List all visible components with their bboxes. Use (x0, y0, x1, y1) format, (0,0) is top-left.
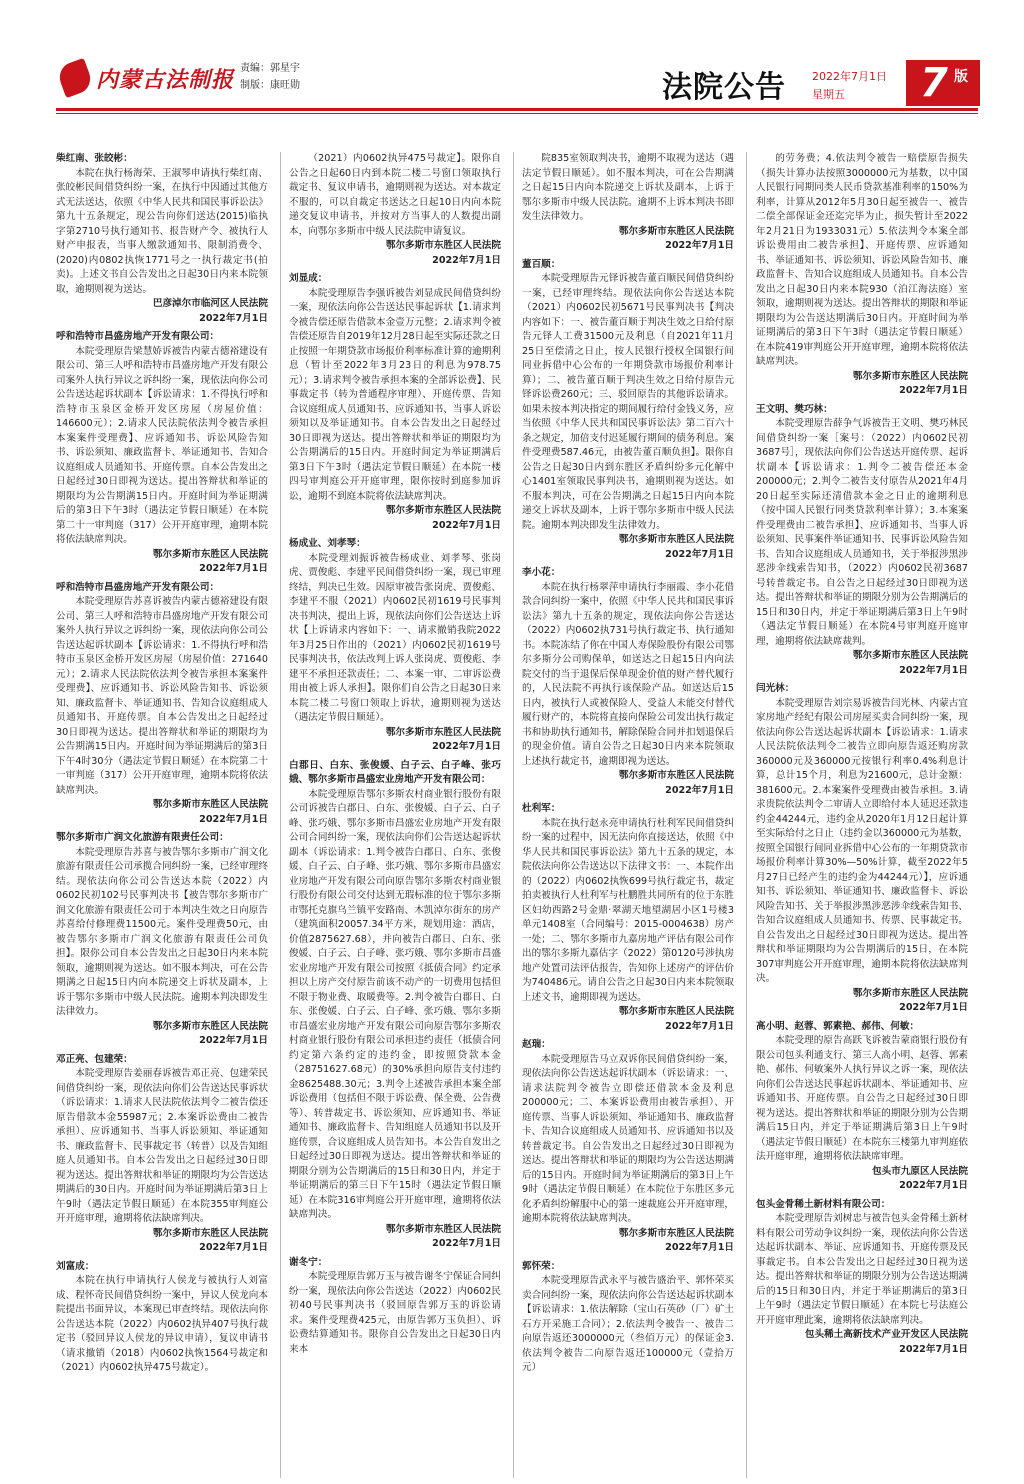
notice-court: 鄂尔多斯市东胜区人民法院 (618, 534, 734, 545)
notice-addressee: 李小花： (522, 567, 561, 578)
notice-date: 2022年7月1日 (899, 385, 968, 396)
notice-date: 2022年7月1日 (665, 240, 734, 251)
court-notice (56, 152, 268, 326)
notice-addressee: 刘富成： (56, 1260, 95, 1272)
weekday-text: 星期五 (812, 88, 845, 101)
court-notice (522, 1260, 734, 1376)
notice-body: 本院受理原告刘树忠与被告包头金骨稀土新材料有限公司劳动争议纠纷一案，现依法向你公告送达起诉状副本、举证、应诉通知书、开庭传票及民事裁定书。自本公告发出之日起经过30日视为送达。提出答辩状和举证的期限分别为公告送达期满后的15日和30日内，并定于举证期满后的第3日上午9时（遇法定节假日顺延）在本院七号法庭公开开庭审理此案，逾期将依法缺席判决。 (756, 1213, 968, 1326)
notice-addressee: 杜利军： (522, 803, 561, 814)
notice-court: 包头市九原区人民法院 (872, 1165, 968, 1177)
notice-body: 本院受理原告姜丽春诉被告邓正亮、包建荣民间借贷纠纷一案，现依法向你们公告送达民事诉状（诉讼请求：1.请求人民法院依法判令二被告偿还原告借款本金55987元；2.本案诉讼费由二被告承担）、应诉通知书、当事人诉讼须知、举证通知书、廉政监督卡、民事裁定书（转普）以及告知组庭人员通知书。自本公告发出之日起经过30日即视为送达。提出答辩状和举证的期限均为公告送达期满后的30日内。开庭时间为举证期满后第3日上午9时（遇法定节假日顺延）在本院355审判庭公开开庭审理，逾期将依法缺席判决。 (56, 1068, 268, 1224)
notice-date: 2022年7月1日 (199, 312, 268, 324)
notice-body: 本院在执行赵永亮申请执行杜利军民间借贷纠纷一案的过程中，因无法向你直接送达，依照《中华人民共和国民事诉讼法》第九十五条的规定，本院依法向你公告送达以下法律文书：一、本院作出的（2022）内0602执恢699号执行裁定书，裁定拍卖被执行人杜利军与杜鹏胜共同所有的位于东胜区妇幼西路2号金鼎·翠湖天地望湖居小区1号楼3单元1408室（合同编号：2015-0004638）房产一处；二、鄂尔多斯市九嘉房地产评估有限公司作出的鄂尔多斯九嘉估字（2022）第0120号涉执房地产处置司法评估报告，告知你上述房产的评估价为740486元。请自公告之日起30日内来本院领取上述文书，逾期即视为送达。 (522, 817, 734, 1003)
notice-addressee: 呼和浩特市昌盛房地产开发有限公司： (56, 581, 220, 593)
notice-court: 鄂尔多斯市东胜区人民法院 (618, 225, 734, 237)
notice-addressee: 董百顺： (522, 258, 561, 270)
newspaper-logo (60, 58, 234, 98)
notice-body: 本院受理原告元铎诉被告董百顺民间借贷纠纷一案，已经审理终结。现依法向你公告送达本院（2021）内0602民初5671号民事判决书【判决内容如下：一、被告董百顺于判决生效之日给付原告元铎人工费31500元及利息（自2021年11月25日至偿清之日止，按人民银行授权全国银行间同业拆借中心公布的一年期贷款市场报价利率计算）；二、被告董百顺于判决生效之日给付原告元铎诉讼费260元；三、驳回原告的其他诉讼请求。如果未按本判决指定的期间履行给付金钱义务，应当依照《中华人民共和国民事诉讼法》第二百六十条之规定，加倍支付迟延履行期间的债务利息。案件受理费587.46元，由被告董百顺负担】。限你自公告之日起30日内到东胜区矛盾纠纷多元化解中心1401室领取民事判决书，逾期则视为送达。如不服本判决，可在公告期满之日起15日内向本院递交上诉状及副本，上诉于鄂尔多斯市中级人民法院。逾期本判决即发生法律效力。 (522, 273, 734, 531)
court-notice (522, 258, 734, 563)
court-notice (756, 152, 968, 399)
court-notice (289, 152, 501, 268)
notice-addressee: 闫光林： (756, 683, 795, 694)
notice-court: 鄂尔多斯市东胜区人民法院 (852, 987, 968, 999)
column-4 (756, 152, 968, 1480)
notice-body: 本院受理刘振诉被告杨成业、刘孝琴、张岗虎、贾俊彪、李建平民间借贷纠纷一案，现已审理终结，判决已生效。因原审被告张岗虎、贾俊彪、李建平不服（2021）内0602民初1619号民事判决书判决，提出上诉，现依法向你们公告送达上诉状【上诉请求内容如下：一、请求撤销我院2022年3月25日作出的（2021）内0602民初1619号民事判决书，依法改判上诉人张岗虎、贾俊彪、李建平不承担还款责任；二、本案一审、二审诉讼费用由被上诉人承担】。限你们自公告之日起30日来本院二楼二号窗口领取上诉状，逾期则视为送达（遇法定节假日顺延）。 (289, 552, 501, 723)
notice-court: 鄂尔多斯市东胜区人民法院 (618, 1006, 734, 1017)
notice-body: 本院受理原告武永平与被告盛治平、郭怀荣买卖合同纠纷一案，现依法向你公告送达起诉状副本【诉讼请求：1.依法解除（宝山石英砂（厂）矿土石方开采施工合同）；2.依法判令被告一、被告二向原告返还3000000元（叁佰万元）的保证金3.依法判令被告二向原告返还100000元（壹拾万元） (522, 1275, 734, 1373)
court-notice (56, 1260, 268, 1376)
notice-court: 鄂尔多斯市东胜区人民法院 (152, 548, 268, 560)
page-number: 7 (920, 60, 948, 106)
notice-addressee: 赵瑞： (522, 1039, 551, 1050)
notice-court: 鄂尔多斯市东胜区人民法院 (618, 770, 734, 781)
notice-addressee: 王文明、樊巧林： (756, 403, 833, 415)
issue-date (812, 68, 887, 104)
court-notice (289, 1256, 501, 1358)
notice-court: 鄂尔多斯市东胜区人民法院 (385, 726, 501, 738)
notice-date: 2022年7月1日 (199, 1242, 268, 1253)
notice-court: 鄂尔多斯市东胜区人民法院 (852, 650, 968, 661)
section-title: 法院公告 (662, 70, 786, 105)
notice-addressee: 柴红南、张皎彬： (56, 153, 133, 164)
notice-body: 的劳务费；4.依法判令被告一赔偿原告损失（损失计算办法按照3000000元为基数，以中国人民银行同期同类人民币贷款基准利率的150%为利率，计算从2012年5月30日起至被告一、被告二偿全部保证金还迄完毕为止，损失暂计至2022年2月21日为1933031元）5.依法判令本案全部诉讼费用由二被告承担】、开庭传票、应诉通知书、举证通知书、诉讼须知、诉讼风险告知书、廉政监督卡、告知合议庭组成人员通知书。自本公告发出之日起30日内来本院930（泊江海法庭）室领取，逾期则视为送达。提出答辩状的期限和举证期限均为公告送达期满后30日内。开庭时间为举证期满后的第3日下午3时（遇法定节假日顺延）在本院419审判庭公开开庭审理，逾期本院将依法缺席判决。 (756, 153, 968, 367)
notice-body: 本院在执行申请执行人侯龙与被执行人刘富成、程怀奇民间借贷纠纷一案中，异议人侯龙向本院提出书面异议，本案现已审查终结。现依法向你公告送达本院（2022）内0602执异407号执行裁定书（驳回异议人侯龙的异议申请），复议申请书（请求撤销（2018）内0602执恢1564号裁定和（2021）内0602执异475号裁定）。 (56, 1275, 268, 1373)
notice-date: 2022年7月1日 (432, 1238, 501, 1249)
notice-body: （2021）内0602执异475号裁定】。限你自公告之日起60日内到本院二楼二号窗口领取执行裁定书、复议申请书，逾期则视为送达。对本裁定不服的，可以自裁定书送达之日起10日内向本院递交复议申请书，并按对方当事人的人数提出副本，向鄂尔多斯市中级人民法院申请复议。 (289, 153, 501, 237)
notice-date: 2022年7月1日 (665, 784, 734, 796)
notice-body: 本院受理原告李强诉被告刘显成民间借贷纠纷一案，现依法向你公告送达民事起诉状【1.请求判令被告偿还原告借款本金壹万元整；2.请求判令被告偿还原告自2019年12月28日起至实际还款之日止按照一年期贷款市场报价利率标准计算的逾期利息（暂计至2022年3月23日的利息为978.75元）；3.请求判令被告承担本案的全部诉讼费】、民事裁定书（转为普通程序审理）、开庭传票、告知合议庭组成人员通知书、应诉通知书、当事人诉讼须知以及举证通知书。自本公告发出之日起经过30日即视为送达。提出答辩状和举证的期限均为公告期满后的15日内。开庭时间定为举证期满后第3日下午3时（遇法定节假日顺延）在本院一楼四号审判庭公开开庭审理，限你按时到庭参加诉讼，逾期不到庭本院将依法缺席判决。 (289, 287, 501, 502)
court-notice (756, 1198, 968, 1358)
court-notice (756, 1020, 968, 1194)
court-notice (56, 581, 268, 828)
notice-body: 本院在执行杨海荣、王淑琴申请执行柴红南、张皎彬民间借贷纠纷一案，在执行中因通过其他方式无法送达，依照《中华人民共和国民事诉讼法》第九十五条规定，现公告向你们送达(2015)临执字第2710号执行通知书、报告财产令、被执行人财产申报表，当事人缴款通知书、限制消费令、(2020)内0802执恢1771号之一执行裁定书(拍卖)。上述文书自公告发出之日起30日内来本院领取，逾期则视为送达。 (56, 167, 268, 295)
notice-court: 鄂尔多斯市东胜区人民法院 (152, 1020, 268, 1032)
notice-date: 2022年7月1日 (199, 813, 268, 825)
notice-date: 2022年7月1日 (899, 664, 968, 676)
notice-addressee: 刘显成： (289, 273, 328, 284)
court-notice (522, 152, 734, 254)
notice-addressee: 鄂尔多斯市广润文化旅游有限责任公司： (56, 832, 229, 843)
notice-court: 鄂尔多斯市东胜区人民法院 (385, 1223, 501, 1235)
notice-body: 本院受理的原告高跃飞诉被告蒙商银行股份有限公司包头利通支行、第三人高小明、赵蓉、郭素艳、郝伟、何敏案外人执行异议之诉一案，现依法向你们公告送达民事起诉状副本、举证通知书、应诉通知书、开庭传票。自公告之日起经过30日即视为送达。提出答辩状和举证的期限分别为公告期满后15日内，并定于举证期满后第3日上午9时（遇法定节假日顺延）在本院东三楼第九审判庭依法开庭审理，逾期将依法缺席审理。 (756, 1035, 968, 1162)
notice-court: 鄂尔多斯市东胜区人民法院 (385, 240, 501, 251)
notice-addressee: 郭怀荣： (522, 1260, 561, 1272)
notice-body: 本院在执行杨翠萍申请执行李丽霞、李小花借款合同纠纷一案中，依照《中华人民共和国民事诉讼法》第九十五条的规定，现依法向你公告送达（2022）内0602执731号执行裁定书、执行通知书。本院冻结了你在中国人寿保险股份有限公司鄂尔多斯分公司购保单，如送达之日起15日内向法院交付的当于退保后保单现金价值的财产替代履行的，人民法院不再执行该保险产品。如送达后15日内，被执行人或被保险人、受益人未能交付替代履行财产的，本院将直接向保险公司发出执行裁定书和协助执行通知书，解除保险合同并扣划退保后的现金价值。请自公告之日起30日内来本院领取上述执行裁定书，逾期即视为送达。 (522, 581, 734, 767)
notice-date: 2022年7月1日 (665, 548, 734, 560)
court-notice (56, 330, 268, 577)
notice-body: 本院受理原告刘宗易诉被告闫光林、内蒙古宜家房地产经纪有限公司房屋买卖合同纠纷一案，现依法向你公告送达起诉状副本【诉讼请求：1.请求人民法院依法判令二被告立即向原告返还购房款360000元及360000元按银行利率0.4%利息计算，总计15个月，利息为21600元，总计金额：381600元。2.本案案件受理费由被告承担。3.请求贵院依法判令二审请人立即给付本人延迟还款违约金44244元，违约金从2020年1月12日起计算至实际给付之日止（违约金以360000元为基数，按照全国银行间同业拆借中心公布的一年期贷款市场报价利率计算30%—50%计算，截至2022年5月27日已经产生的违约金为44244元）】，应诉通知书、诉讼须知、举证通知书、廉政监督卡、诉讼风险告知书、关于举报涉黑涉恶涉伞线索告知书、告知合议庭组成人员通知书、传票、民事裁定书。自公告发出之日起经过30日即视为送达。提出答辩状和举证期限均为公告期满后的15日，在本院307审判庭公开开庭审理，逾期本院将依法缺席判决。 (756, 697, 968, 984)
notice-body: 本院受理原告薛争气诉被告王文明、樊巧林民间借贷纠纷一案［案号：（2022）内0602民初3687号］，现依法向你们公告送达开庭传票、起诉状副本【诉讼请求：1.判令二被告偿还本金200000元；2.判令二被告支付原告从2021年4月20日起至实际还清借款本金之日止的逾期利息（按中国人民银行同类贷款利率计算）；3.本案案件受理费由二被告承担】、应诉通知书、当事人诉讼须知、民事案件举证通知书、民事诉讼风险告知书、告知合议庭组成人员通知书，关于举报涉黑涉恶涉伞线索告知书，（2022）内0602民初3687号转普裁定书。自公告之日起经过30日即视为送达。提出答辩状和举证的期限分别为公告期满后的15日和30日内，并定于举证期满后第3日上午9时（遇法定节假日顺延）在本院4号审判庭开庭审理，逾期将依法缺席裁判。 (756, 418, 968, 647)
notice-date: 2022年7月1日 (665, 1242, 734, 1253)
notice-body: 院835室领取判决书，逾期不取视为送达（遇法定节假日顺延）。如不服本判决，可在公告期满之日起15日内向本院递交上诉状及副本，上诉于鄂尔多斯市中级人民法院。逾期不上诉本判决书即发生法律效力。 (522, 153, 734, 222)
notice-court: 鄂尔多斯市东胜区人民法院 (152, 1227, 268, 1239)
column-divider (280, 152, 281, 1478)
page-label: 版 (954, 69, 968, 85)
court-notice (56, 831, 268, 1049)
notice-body: 本院受理原告马立双诉你民间借贷纠纷一案，现依法向你公告送达起诉状副本（诉讼请求：一、请求法院判令被告立即偿还借款本金及利息200000元；二、本案诉讼费用由被告承担）、开庭传票、当事人诉讼须知、举证通知书、廉政监督卡、告知合议庭组成人员通知书、应诉通知书以及转普裁定书。自公告发出之日起经过30日即视为送达。提出答辩状和举证的期限均为公告送达期满后的15日内。开庭时间为举证期满后的第3日上午9时（遇法定节假日顺延）在本院位于东胜区多元化矛盾纠纷解服中心的第一速裁庭公开开庭审理，逾期本院将依法缺席判决。 (522, 1053, 734, 1224)
notice-body: 本院受理原告苏喜诉被告内蒙古德裕建设有限公司、第三人呼和浩特市昌盛房地产开发有限公司案外人执行异议之诉纠纷一案，现依法向你公司公告送达起诉状副本【诉讼请求：1.不得执行呼和浩特市玉泉区金桥开发区房屋（房屋价值：271640元）；2.请求人民法院依法判令被告承担本案案件受理费】、应诉通知书、诉讼风险告知书、诉讼须知、廉政监督卡、举证通知书、告知合议庭组成人员通知书、开庭传票。自本公告发出之日起经过30日即视为送达。提出答辩状和举证的期限均为公告期满15日内。开庭时间为举证期满后的第3日下午4时30分（遇法定节假日顺延）在本院第二十一审判庭（317）公开开庭审理，逾期本院将依法缺席判决。 (56, 596, 268, 796)
producer-credit: 制版：康旺勋 (240, 80, 300, 91)
court-notice (289, 272, 501, 533)
page-header (0, 0, 1024, 148)
court-notice (756, 682, 968, 1016)
page-number-badge (906, 60, 980, 106)
notice-addressee: 邓正亮、包建荣： (56, 1053, 133, 1065)
notice-addressee: 杨成业、刘孝琴： (289, 538, 366, 549)
notice-addressee: 包头金骨稀土新材料有限公司： (756, 1198, 891, 1210)
notice-body: 本院受理原告苏喜与被告鄂尔多斯市广润文化旅游有限责任公司承揽合同纠纷一案，已经审理终结。现依法向你公司公告送达本院（2022）内0602民初102号民事判决书【被告鄂尔多斯市广润文化旅游有限责任公司于本判决生效之日向原告苏喜给付修理费11500元。案件受理费50元，由被告鄂尔多斯市广润文化旅游有限责任公司负担】。限你公司自本公告发出之日起30日内来本院领取，逾期则视为送达。如不服本判决，可在公告期满之日起15日内向本院递交上诉状及副本，上诉于鄂尔多斯市中级人民法院。逾期本判决即发生法律效力。 (56, 846, 268, 1017)
court-notice (756, 403, 968, 679)
notice-date: 2022年7月1日 (432, 254, 501, 266)
notice-date: 2022年7月1日 (899, 1343, 968, 1355)
notice-date: 2022年7月1日 (432, 519, 501, 531)
column-divider (746, 152, 747, 1478)
date-text: 2022年7月1日 (812, 70, 887, 83)
court-notice (289, 537, 501, 755)
notice-date: 2022年7月1日 (199, 1035, 268, 1046)
notice-body: 本院受理原告梁慧娇诉被告内蒙古德裕建设有限公司、第三人呼和浩特市昌盛房地产开发有限公司案外人执行异议之诉纠纷一案，现依法向你公司公告送达起诉状副本【诉讼请求：1.不得执行呼和浩特市玉泉区金桥开发区房屋（房屋价值：146600元）；2.请求人民法院依法判令被告承担本案案件受理费】、应诉通知书、诉讼风险告知书、诉讼须知、廉政监督卡、举证通知书、告知合议庭组成人员通知书、开庭传票。自本公告发出之日起经过30日即视为送达。提出答辩状和举证的期限均为公告期满15日内。开庭时间为举证期满后的第3日下午3时（遇法定节假日顺延）在本院第二十一审判庭（317）公开开庭审理，逾期本院将依法缺席判决。 (56, 345, 268, 545)
notice-addressee: 谢冬宁： (289, 1256, 328, 1268)
column-1 (56, 152, 268, 1480)
notice-date: 2022年7月1日 (899, 1002, 968, 1013)
logo-text: 内蒙古法制报 (96, 66, 235, 93)
court-notice (522, 802, 734, 1034)
court-notice (522, 1038, 734, 1256)
court-notice (289, 759, 501, 1252)
notice-court: 包头稀土高新技术产业开发区人民法院 (804, 1329, 968, 1340)
notice-date: 2022年7月1日 (899, 1180, 968, 1191)
credits (240, 60, 300, 94)
editor-credit: 责编：郭星宇 (240, 63, 300, 74)
notice-court: 鄂尔多斯市东胜区人民法院 (852, 370, 968, 382)
header-rule-thin (56, 113, 978, 114)
notice-addressee: 高小明、赵蓉、郭素艳、郝伟、何敏： (756, 1020, 920, 1032)
notice-court: 鄂尔多斯市东胜区人民法院 (618, 1227, 734, 1239)
court-notice (56, 1053, 268, 1256)
court-notice (522, 566, 734, 798)
notice-body: 本院受理原告郭万玉与被告谢冬宁保证合同纠纷一案，现依法向你公告送达（2022）内0602民初40号民事判决书（驳回原告郭万玉的诉讼请求。案件受理费425元，由原告郭万玉负担）、诉讼费结算通知书。限你自公告发出之日起30日内来本 (289, 1271, 501, 1355)
notice-addressee: 呼和浩特市昌盛房地产开发有限公司： (56, 331, 220, 342)
column-2 (289, 152, 501, 1480)
notice-court: 巴彦淖尔市临河区人民法院 (152, 298, 268, 309)
logo-emblem-icon (55, 58, 94, 98)
column-divider (513, 152, 514, 1478)
notice-date: 2022年7月1日 (432, 741, 501, 752)
column-3 (522, 152, 734, 1480)
notice-court: 鄂尔多斯市东胜区人民法院 (152, 799, 268, 810)
notice-body: 本院受理原告鄂尔多斯农村商业银行股份有限公司诉被告白郡日、白东、张俊媛、白子云、白子峰、张巧娥、鄂尔多斯市昌盛宏业房地产开发有限公司合同纠纷一案，现依法向你们公告送达起诉状副本（诉讼请求：1.判令被告白郡日、白东、张俊媛、白子云、白子峰、张巧娥、鄂尔多斯市昌盛宏业房地产开发有限公司向原告鄂尔多斯农村商业银行股份有限公司交付达到无瑕标准的位于鄂尔多斯市鄂托克旗乌兰镇平安路南、木凯淖尔街东的房产（建筑面积20057.34平方米，规划用途：酒店，价值2875627.68），并向被告白郡日、白东、张俊媛、白子云、白子峰、张巧娥、鄂尔多斯市昌盛宏业房地产开发有限公司按照《抵债合同》约定承担以上房产交付原告前该不动产的一切费用包括但不限于物业费、取暖费等。2.判令被告白郡日、白东、张俊媛、白子云、白子峰、张巧娥、鄂尔多斯市昌盛宏业房地产开发有限公司向原告鄂尔多斯农村商业银行股份有限公司承担违约责任（抵债合同约定第六条约定的违约金，即按照贷款本金（28751627.68元）的30%承担向原告支付违约金8625488.30元；3.判令上述被告承担本案全部诉讼费用（包括但不限于诉讼费、保全费、公告费等）、转普裁定书、诉讼须知、应诉通知书、举证通知书、廉政监督卡、告知组庭人员通知书以及开庭传票，合议庭组成人员告知书。本公告自发出之日起经过30日即视为送达。提出答辩状和举证的期限分别为公告期满后的15日和30日内，并定于举证期满后的第三日下午15时（遇法定节假日顺延）在本院316审判庭公开开庭审理，逾期将依法缺席判决。 (289, 788, 501, 1220)
notice-date: 2022年7月1日 (665, 1020, 734, 1032)
header-rule (56, 108, 978, 111)
notice-court: 鄂尔多斯市东胜区人民法院 (385, 505, 501, 516)
notice-addressee: 白郡日、白东、张俊媛、白子云、白子峰、张巧娥、鄂尔多斯市昌盛宏业房地产开发有限公司： (289, 759, 501, 785)
notice-date: 2022年7月1日 (199, 563, 268, 574)
